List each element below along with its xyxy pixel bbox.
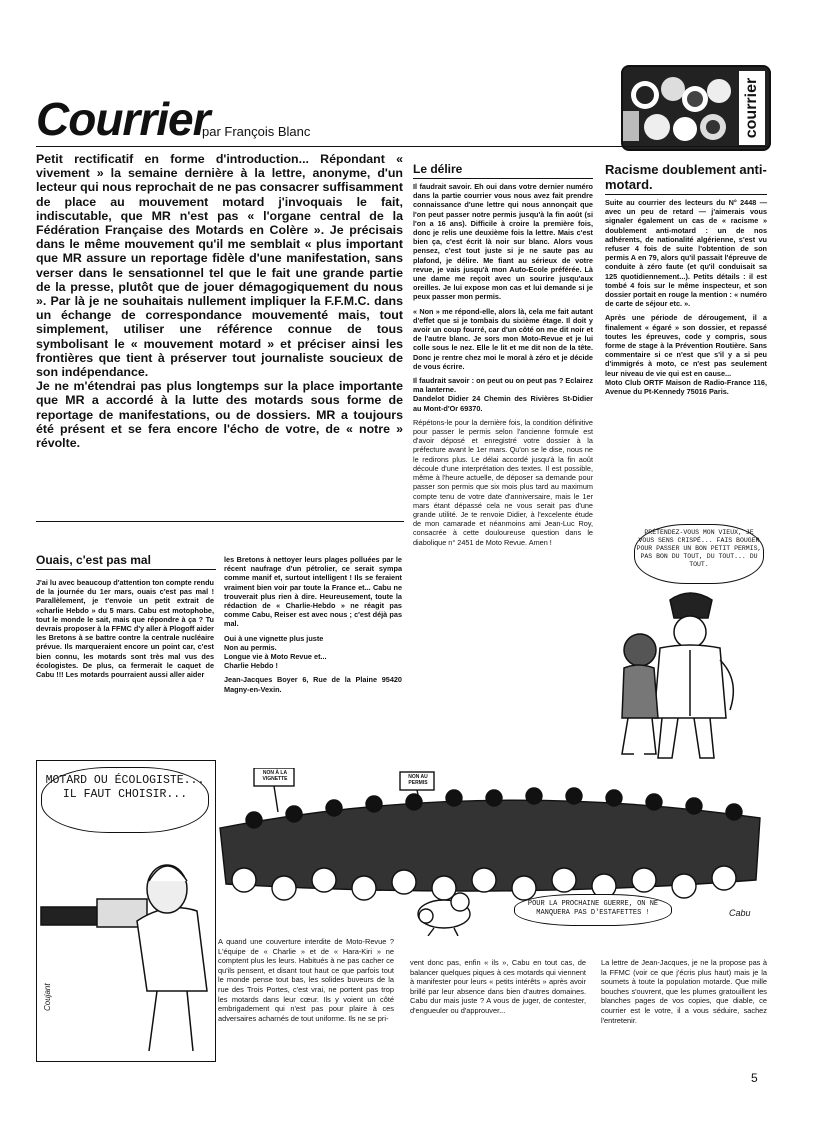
bottom-column-3: La lettre de Jean-Jacques, je ne la propose pas à la FFMC (voir ce que j'écris plus haut) mais je la soumets à toute la population motarde. Que mille bouches s'ouvrent, que les plumes gratouillent les blanches pages de vos copies, que diable, ce courrier est le votre, il a vous séduire, sachez l'entretenir. bbox=[601, 958, 767, 1025]
motorcycle-crowd-cartoon bbox=[214, 768, 767, 936]
delire-heading: Le délire bbox=[413, 162, 463, 176]
racisme-paragraph: Après une période de dérougement, il a finalement « égaré » son dossier, et repassé toutes les épreuves, code y compris, sous forme de stage à la Prévention Routière. Sans commentaire si ce n'est que s'il y a si peu d'immigrés à moto, ce n'est pas seulement leur niveau de vie qui est en cause... bbox=[605, 313, 767, 378]
courrier-logo bbox=[621, 65, 771, 151]
ecologist-speech-bubble: MOTARD OU ÉCOLOGISTE... IL FAUT CHOISIR... bbox=[41, 767, 209, 833]
ouais-paragraph: Oui à une vignette plus juste Non au permis. Longue vie à Moto Revue et... Charlie Hebdo ! bbox=[224, 633, 327, 671]
bottom-column-1: A quand une couverture interdite de Moto-Revue ? L'équipe de « Charlie » et de « Hara-Kiri » ne comptent plus les leurs. Habitués à ne pas cacher ce qu'ils pensent, et disant tout haut ce que parfois tout le monde pense tout bas, les solides buveurs de la rue des Trois Portes, c'est vrai, ne portent pas trop les motards dans leur cœur. Ils y voient un côté embrigadement qui n'est pas pour plaire à ces adversaires acharnés de tout uniforme. Ils ne se pri- bbox=[218, 937, 394, 1023]
racisme-heading: Racisme doublement anti-motard. bbox=[605, 162, 767, 192]
delire-paragraph: « Non » me répond-elle, alors là, cela me fait autant d'effet que si je tombais du sixième étage. Il doit y avoir un coup fourré, car d'un côté on me dit noir et de l'autre blanc. Je sors mon Moto-Revue et je lui colle sous le nez. Elle le lit et me dit non de la tête. Donc je rentre chez moi le moral à zéro et je décide de vous écrire. bbox=[413, 306, 593, 371]
protest-sign-permis: NON AU PERMIS bbox=[408, 774, 428, 786]
racisme-paragraph: Suite au courrier des lecteurs du N° 2448 — avec un peu de retard — j'aimerais vous signaler également un cas de « racisme » doublement anti-motard : un de nos adhérents, de nationalité algérienne, s'est vu refuser 4 fois de suite l'obtention de son permis A en 79, alors qu'il passait l'épreuve de conduite à zéro faute (et qu'il conduisait sa 125 quotidiennement...). Petits détails : il est tombé 4 fois sur le même inspecteur, et son dossier portait en rouge la mention : « numéro de carte de séjour etc. ». bbox=[605, 198, 767, 309]
gun-hand-drawing-icon bbox=[37, 761, 215, 1061]
page-number: 5 bbox=[751, 1071, 758, 1085]
gendarme-speech-bubble: PRÉTENDEZ-VOUS MON VIEUX, JE VOUS SENS CRISPÉ... FAIS BOUGER POUR PASSER UN BON PETIT PERMIS, PAS BON DU TOUT, DU TOUT... DU TOUT. bbox=[634, 524, 764, 584]
page-title: Courrier bbox=[36, 93, 210, 145]
logo-label-box bbox=[739, 71, 765, 145]
ouais-rule bbox=[36, 569, 216, 570]
ouais-heading: Ouais, c'est pas mal bbox=[36, 553, 151, 567]
delire-rule bbox=[413, 178, 593, 179]
delire-signature: Dandelot Didier 24 Chemin des Rivières St-Didier au Mont-d'Or 69370. bbox=[413, 394, 593, 413]
intro-text bbox=[36, 152, 403, 450]
ecologist-cartoon bbox=[36, 760, 216, 1062]
bottom-column-2: vent donc pas, enfin « ils », Cabu en tout cas, de balancer quelques piques à ces motards qui viennent à manifester pour leurs « petits intérêts » après avoir brillé par leur absence dans bien d'autres domaines. Cabu dur mais juste ? A vous de juger, de contester, d'engueuler ou d'approuver... bbox=[410, 958, 586, 1015]
motorcycle-crowd-drawing-icon bbox=[214, 768, 767, 936]
ouais-paragraph: les Bretons à nettoyer leurs plages polluées par le récent naufrage d'un pétrolier, ce serait sympa comme manif et, surtout intelligent ! Ils se feraient vraiment bien voir par toute la France et... Cabu ne trouverait plus rien à dire. Heureusement, toute la rédaction de « Charlie-Hebdo » ne réagit pas comme Cabu, Reiser est avec nous ; c'est déjà pas mal. bbox=[224, 555, 402, 629]
byline: par François Blanc bbox=[202, 124, 311, 139]
header-rule bbox=[36, 146, 767, 147]
section-rule bbox=[36, 521, 404, 522]
crowd-cartoon-signature: Cabu bbox=[729, 908, 751, 918]
gendarme-cartoon bbox=[600, 520, 768, 770]
intro-paragraph: Je ne m'étendrai pas plus longtemps sur la place importante que MR a accordé à la lutte des motards sous forme de reportage de manifestations, ou de dossiers. MR a toujours été présent et se fera encore l'écho de votre, de « notre » révolte. bbox=[36, 379, 403, 451]
delire-reply: Répétons-le pour la dernière fois, la condition définitive pour passer le permis selon l'ancienne formule est d'avoir déposé et enregistré votre dossier à la préfecture avant le 1er mars. Qu'on se le dise, nous ne le redirons plus. Le délai accordé jusqu'à la fin août découle d'une interprétation des textes. Il est possible, même à l'heure actuelle, de déposer sa demande pour passer son permis que six mois plus tard au maximum compte tenu de votre date d'anniversaire, mais le 1er mars étant dépassé cela ne vous serait pas d'une grande utilité. Je te renvoie Didier, à l'excelente étude de mon camarade et néanmoins ami Jean-Luc Roy, consacrée à cette douloureuse question dans le diabolique n° 2451 de Moto Revue. Amen ! bbox=[413, 417, 593, 547]
intro-paragraph: Petit rectificatif en forme d'introduction... Répondant « vivement » la semaine dernière à la lettre, anonyme, d'un lecteur qui nous reprochait de ne pas consacrer suffisamment de place au mouvement motard j'invoquais le fait, indiscutable, que MR n'est pas « l'organe central de la Fédération Française des Motards en Colère ». Je précisais dans le même mouvement qu'il me semblait « plus important que MR assure un reportage fidèle d'une manifestation, sans verser dans le sensationnel tel que le fait une grande partie de la presse, plutôt que de jouer démagogiquement du nous ». Par là je ne souhaitais nullement impliquer la F.F.M.C. dans un échange de correspondance mouvementé mais, tout simplement, utiliser une référence connue de tous symbolisant le « mouvement motard » et préciser ainsi les frontières que tient à préserver tout journaliste soucieux de son indépendance. bbox=[36, 152, 404, 380]
racisme-rule bbox=[605, 194, 767, 195]
ecologist-cartoon-signature: Coujant bbox=[43, 983, 52, 1011]
ouais-letter-part2 bbox=[224, 555, 402, 699]
racisme-signature: Moto Club ORTF Maison de Radio-France 116, Avenue du Pt-Kennedy 75016 Paris. bbox=[605, 377, 767, 397]
ouais-signature: Jean-Jacques Boyer 6, Rue de la Plaine 95420 Magny-en-Vexin. bbox=[224, 675, 402, 694]
protest-sign-vignette: NON À LA VIGNETTE bbox=[262, 770, 288, 782]
logo-label: courrier bbox=[743, 77, 760, 139]
delire-letter bbox=[413, 182, 593, 552]
racisme-letter bbox=[605, 198, 767, 401]
ouais-letter-part1: J'ai lu avec beaucoup d'attention ton compte rendu de la journée du 1er mars, ouais c'est pas mal ! Parallèlement, je t'envoie un petit extrait de «charlie Hebdo » du 5 mars. Cabu est motophobe, tout le monde le sait, mais que répondre à ça ? Tu devrais proposer à la FFMC d'y aller à Plogoff aider les Bretons à se battre contre la centrale nucléaire prévue. Ils marqueraient encore un point car, c'est bien connu, les motards sont très mal vus des écologistes. De plus, ca fermerait le caquet de Cabu !!! Les motards pourraient aussi aller aider bbox=[36, 578, 214, 680]
delire-paragraph: Il faudrait savoir. Eh oui dans votre dernier numéro dans la partie courrier vous nous avez fait prendre connaissance d'une lettre qui nous annonçait que l'on peut passer notre permis jusqu'à la fin août (si l'on a 16 ans). Difficile à croire la première fois, donc je relis une deuxième fois la lettre. Mais c'est bien ça, c'est écrit là noir sur blanc. Alors vous pensez, c'est tout juste si je ne saute pas au plafond, je délire. Me fiant au sérieux de votre revue, je vais jusqu'à mon Auto-Ecole préférée. Là une dame me reçoit avec un sourire jusqu'aux oreilles. Je lui expose mon cas et lui demande si je peux passer mon permis. bbox=[413, 182, 593, 302]
crowd-speech-bubble: POUR LA PROCHAINE GUERRE, ON NE MANQUERA PAS D'ESTAFETTES ! bbox=[514, 894, 672, 926]
delire-paragraph: Il faudrait savoir : on peut ou on peut pas ? Eclairez ma lanterne. bbox=[413, 376, 593, 395]
